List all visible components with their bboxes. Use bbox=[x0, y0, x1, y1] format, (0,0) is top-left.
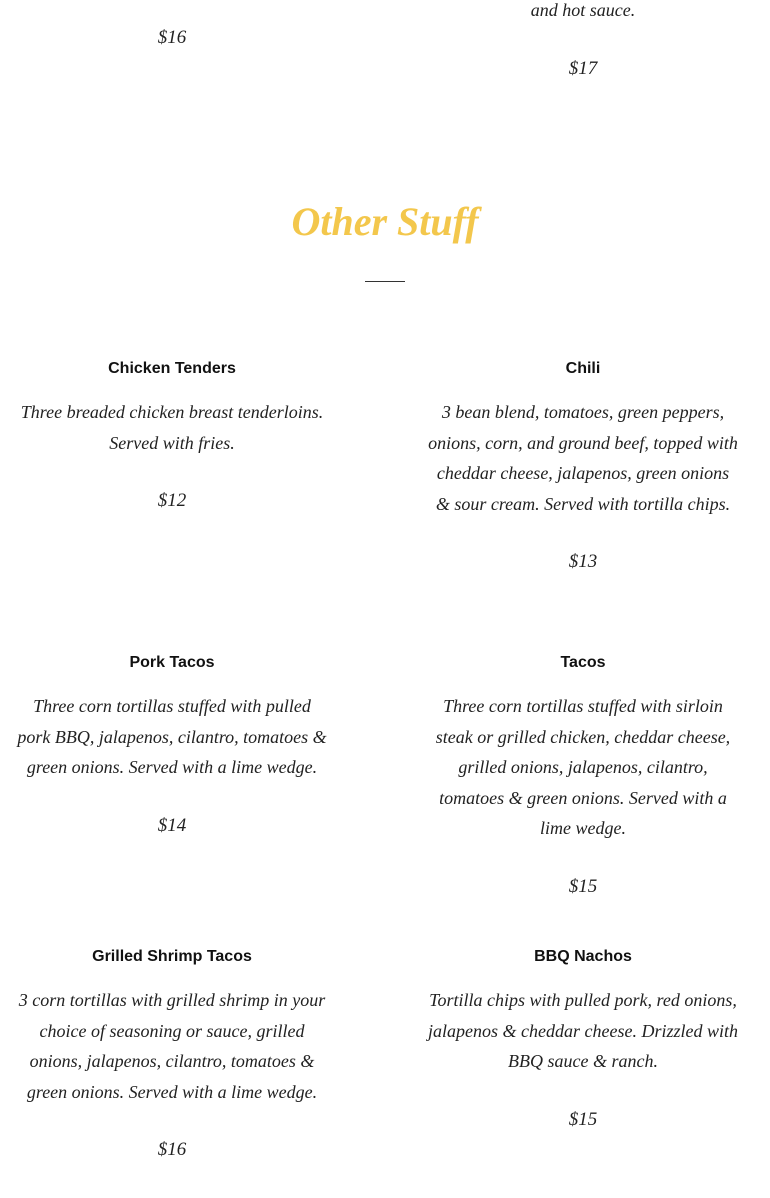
menu-item-name: BBQ Nachos bbox=[534, 948, 632, 965]
menu-item-price: $12 bbox=[157, 490, 187, 511]
menu-item-description: Tortilla chips with pulled pork, red onions, jalapenos & cheddar cheese. Drizzled with BBQ sauce & ranch. bbox=[428, 990, 738, 1071]
menu-item-name: Chili bbox=[565, 360, 601, 377]
menu-item-description: Three corn tortillas stuffed with sirloin steak or grilled chicken, cheddar cheese, grilled onions, jalapenos, cilantro, tomatoes & green onions. Served with a lime wedge. bbox=[435, 696, 731, 838]
menu-item-price: $15 bbox=[568, 875, 598, 897]
menu-item-price: $13 bbox=[568, 551, 598, 572]
menu-item-chili bbox=[428, 359, 738, 577]
menu-item-name: Grilled Shrimp Tacos bbox=[92, 948, 252, 965]
previous-item-price-right: $17 bbox=[568, 58, 598, 79]
section-divider bbox=[365, 281, 405, 282]
menu-item-description: Three corn tortillas stuffed with pulled pork BBQ, jalapenos, cilantro, tomatoes & green onions. Served with a lime wedge. bbox=[17, 696, 327, 777]
menu-item-tacos bbox=[428, 653, 738, 902]
menu-item-price: $16 bbox=[157, 1139, 187, 1160]
menu-item-description: 3 corn tortillas with grilled shrimp in your choice of seasoning or sauce, grilled onions, jalapenos, cilantro, tomatoes & green onions. Served with a lime wedge. bbox=[18, 990, 326, 1102]
menu-item-description: 3 bean blend, tomatoes, green peppers, onions, corn, and ground beef, topped with cheddar cheese, jalapenos, green onions & sour cream. Served with tortilla chips. bbox=[428, 402, 738, 514]
menu-item-price: $14 bbox=[157, 814, 187, 836]
menu-item-pork-tacos bbox=[17, 653, 327, 841]
menu-item-chicken-tenders bbox=[17, 359, 327, 516]
previous-item-description-tail: and hot sauce. bbox=[530, 0, 636, 20]
section-title: Other Stuff bbox=[291, 199, 479, 244]
menu-item-bbq-nachos bbox=[428, 947, 738, 1135]
menu-item-price: $15 bbox=[568, 1108, 598, 1130]
previous-item-price-left: $16 bbox=[157, 27, 187, 48]
menu-item-name: Pork Tacos bbox=[129, 654, 215, 671]
menu-item-grilled-shrimp-tacos bbox=[17, 947, 327, 1165]
menu-item-name: Chicken Tenders bbox=[108, 360, 236, 377]
menu-item-name: Tacos bbox=[560, 654, 606, 671]
menu-item-description: Three breaded chicken breast tenderloins. Served with fries. bbox=[20, 402, 324, 453]
